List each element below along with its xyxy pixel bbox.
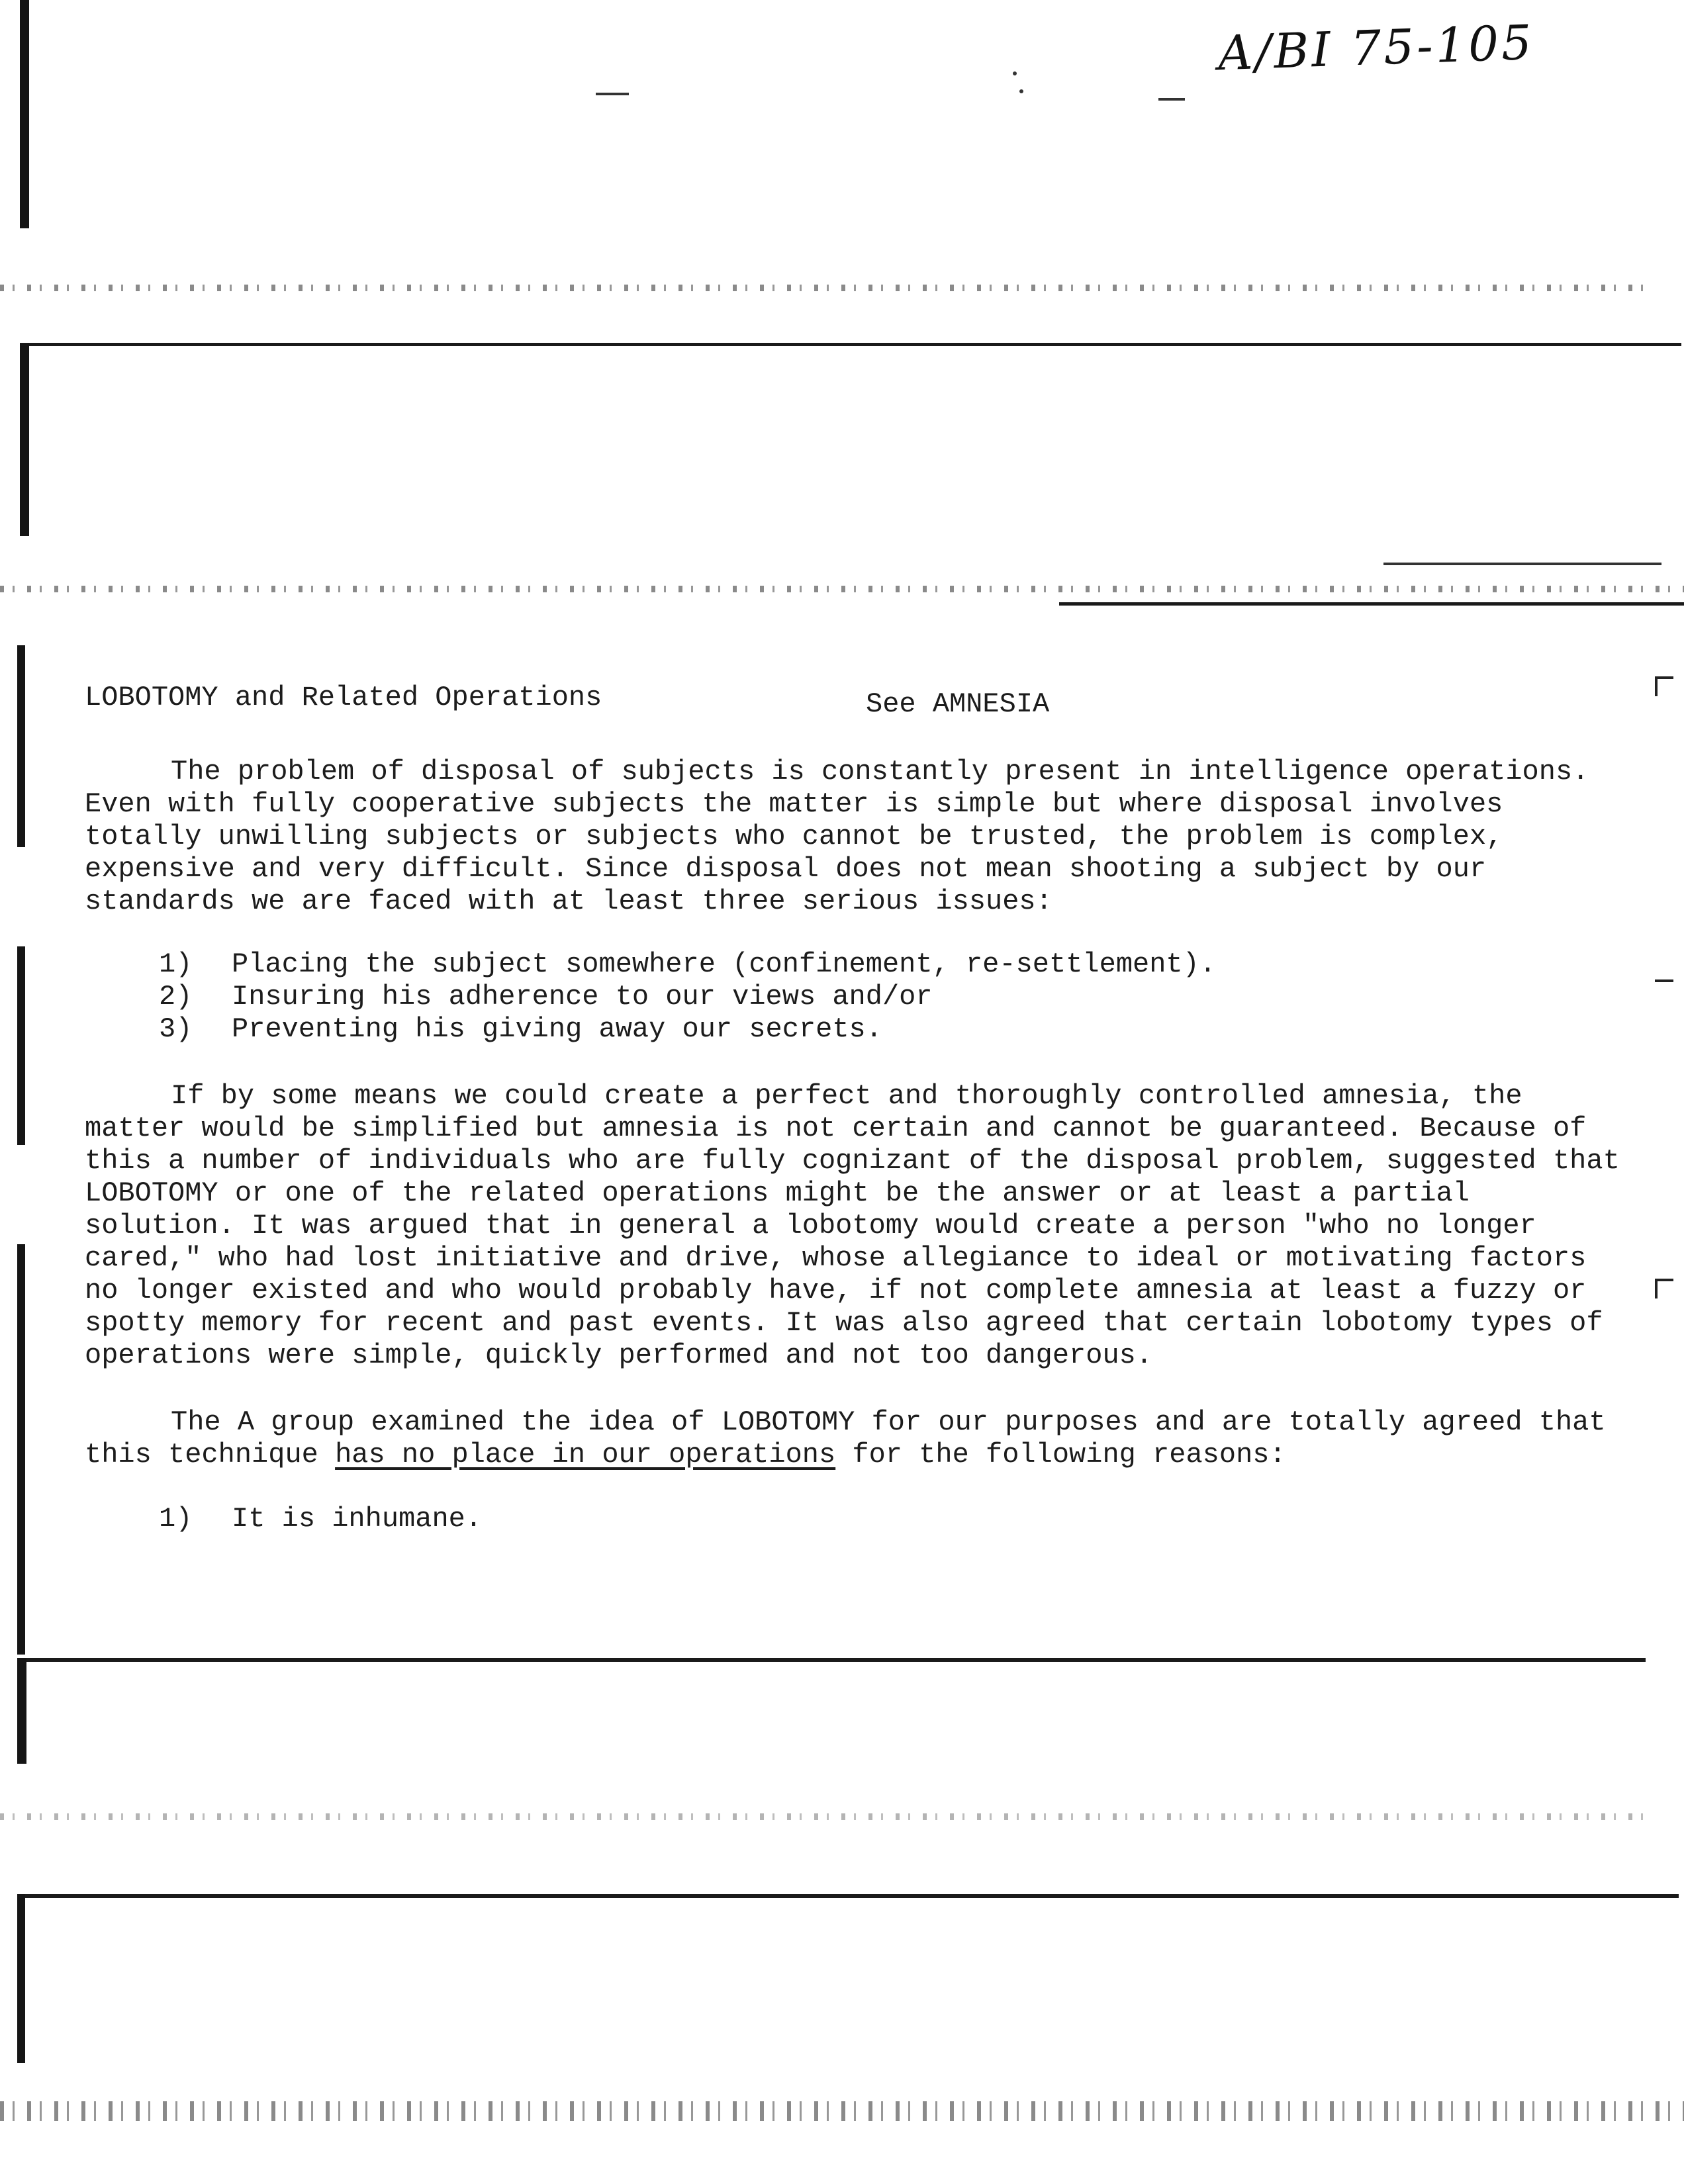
scan-rule bbox=[20, 343, 1681, 346]
margin-mark bbox=[1655, 676, 1673, 679]
list-item: 1) It is inhumane. bbox=[159, 1503, 483, 1535]
scan-speck bbox=[1019, 89, 1023, 93]
scan-noise-band bbox=[0, 2101, 1684, 2121]
scan-edge-bar bbox=[17, 1244, 25, 1655]
document-body bbox=[85, 682, 1634, 1535]
margin-mark bbox=[1655, 676, 1658, 696]
scan-noise-band bbox=[0, 285, 1655, 291]
margin-mark bbox=[1655, 979, 1673, 982]
document-heading: LOBOTOMY and Related Operations bbox=[85, 682, 602, 713]
scan-edge-bar bbox=[17, 1658, 26, 1764]
underlined-phrase: has no place in our operations bbox=[335, 1439, 836, 1471]
scan-speck bbox=[1013, 71, 1017, 75]
list-item: 1) Placing the subject somewhere (confinement, re-settlement). bbox=[159, 948, 1217, 980]
list-item: 2) Insuring his adherence to our views and/or bbox=[159, 981, 933, 1013]
scan-noise-band bbox=[0, 586, 1684, 592]
margin-mark bbox=[1655, 1279, 1658, 1298]
scan-edge-bar bbox=[20, 344, 29, 536]
scan-rule bbox=[1059, 602, 1684, 606]
scan-edge-bar bbox=[17, 946, 25, 1145]
scan-noise-band bbox=[0, 1813, 1655, 1820]
heading-row bbox=[85, 682, 1634, 721]
scan-dash bbox=[1158, 98, 1185, 101]
list-item: 3) Preventing his giving away our secrets. bbox=[159, 1013, 882, 1045]
scan-rule bbox=[17, 1894, 1679, 1898]
scan-dash bbox=[1383, 563, 1661, 565]
scan-dash bbox=[596, 93, 629, 95]
scan-edge-bar bbox=[17, 645, 25, 847]
cross-reference: See AMNESIA bbox=[866, 688, 1050, 720]
scan-edge-bar bbox=[17, 1894, 25, 2063]
scan-edge-bar bbox=[20, 0, 29, 228]
handwritten-reference: A/BI 75-105 bbox=[1217, 14, 1536, 81]
scan-rule bbox=[17, 1658, 1646, 1662]
issues-list bbox=[85, 948, 1634, 1046]
paragraph-disposal-problem: The problem of disposal of subjects is constantly present in intelligence operations. Even with fully cooperative subjects the matter is simple but where disposal involves totally unwilling subjects or subjects who cannot be trusted, the problem is complex, expensive and very difficult. Since disposal does not mean shooting a subject by our standards we are faced with at least three serious issues: bbox=[85, 756, 1589, 917]
margin-mark bbox=[1655, 1279, 1673, 1281]
paragraph-amnesia-lobotomy: If by some means we could create a perfect and thoroughly controlled amnesia, the matter would be simplified but amnesia is not certain and cannot be guaranteed. Because of this a number of individuals who are fully cognizant of the disposal problem, suggested that LOBOTOMY or one of the related operations might be the answer or at least a partial solution. It was argued that in general a lobotomy would create a person "who no longer cared," who had lost initiative and drive, whose allegiance to ideal or motivating factors no longer existed and who would probably have, if not complete amnesia at least a fuzzy or spotty memory for recent and past events. It was also agreed that certain lobotomy types of operations were simple, quickly performed and not too dangerous. bbox=[85, 1080, 1620, 1371]
paragraph-a-group-conclusion: The A group examined the idea of LOBOTOMY for our purposes and are totally agreed that this technique has no place in our operations for the following reasons: bbox=[85, 1406, 1606, 1471]
